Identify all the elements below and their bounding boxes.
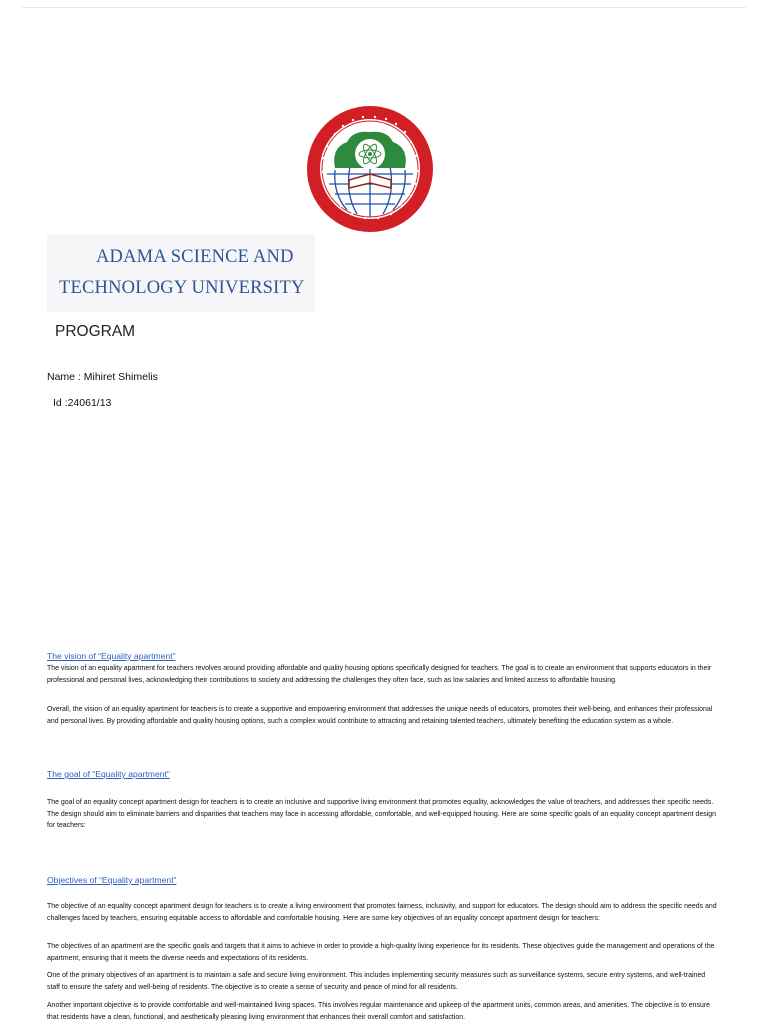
- student-id: Id :24061/13: [53, 397, 112, 409]
- university-name-box: [47, 234, 315, 312]
- objectives-paragraph-2: The objectives of an apartment are the specific goals and targets that it aims to achieve in order to provide a high-quality living experience for its residents. These objectives guide the management and operations of the apartment, ensuring that it meets the diverse needs and expectations of its residents.: [47, 943, 715, 962]
- page-top-rule: [22, 7, 746, 8]
- objectives-paragraph-3: One of the primary objectives of an apartment is to maintain a safe and secure living environment. This includes implementing security measures such as surveillance systems, secure entry systems, and well-trained staff to ensure the safety and well-being of residents. The objective is to create a sense of security and peace of mind for all residents.: [47, 972, 706, 991]
- objectives-paragraph-4: Another important objective is to provide comfortable and well-maintained living spaces. This involves regular maintenance and upkeep of the apartment units, common areas, and amenities. The objective is to ensure that residents have a clean, functional, and aesthetically pleasing living environment that enhances their overall comfort and satisfaction.: [47, 1002, 711, 1021]
- university-seal-icon: [305, 104, 435, 234]
- objectives-paragraph-1: The objective of an equality concept apartment design for teachers is to create a living environment that promotes fairness, inclusivity, and support for educators. The design should aim to address the specific needs and challenges faced by teachers, ensuring equitable access to affordable and comfortable housing. Here are some key objectives of an equality concept apartment design for teachers:: [47, 903, 717, 922]
- objectives-heading[interactable]: Objectives of “Equality apartment”: [47, 875, 177, 885]
- vision-heading[interactable]: The vision of “Equality apartment”: [47, 651, 176, 661]
- program-label: PROGRAM: [55, 323, 136, 340]
- university-name-line-1: ADAMA SCIENCE AND: [96, 247, 294, 267]
- goal-paragraph-1: The goal of an equality concept apartment design for teachers is to create an inclusive and supportive living environment that promotes equality, acknowledges the value of teachers, and addresses their specific needs. The design should aim to eliminate barriers and disparities that teachers may face in accessing affordable, comfortable, and well-equipped housing. Here are some specific goals of an equality concept apartment design for teachers:: [47, 799, 716, 830]
- student-name: Name : Mihiret Shimelis: [47, 371, 158, 383]
- goal-heading[interactable]: The goal of “Equality apartment”: [47, 769, 170, 779]
- university-name-line-2: TECHNOLOGY UNIVERSITY: [59, 278, 305, 298]
- vision-paragraph-1: The vision of an equality apartment for teachers revolves around providing affordable and quality housing options specifically designed for teachers. The goal is to create an environment that supports educators in their professional and personal lives, acknowledging their contributions to society and addressing the challenges they often face, such as low salaries and limited access to affordable housing.: [47, 665, 712, 684]
- vision-paragraph-2: Overall, the vision of an equality apartment for teachers is to create a supportive and empowering environment that addresses the unique needs of educators, promotes their well-being, and enhances their professional and personal lives. By providing affordable and quality housing options, such a complex would contribute to attracting and retaining talented teachers, ultimately benefiting the education system as a whole.: [47, 706, 713, 725]
